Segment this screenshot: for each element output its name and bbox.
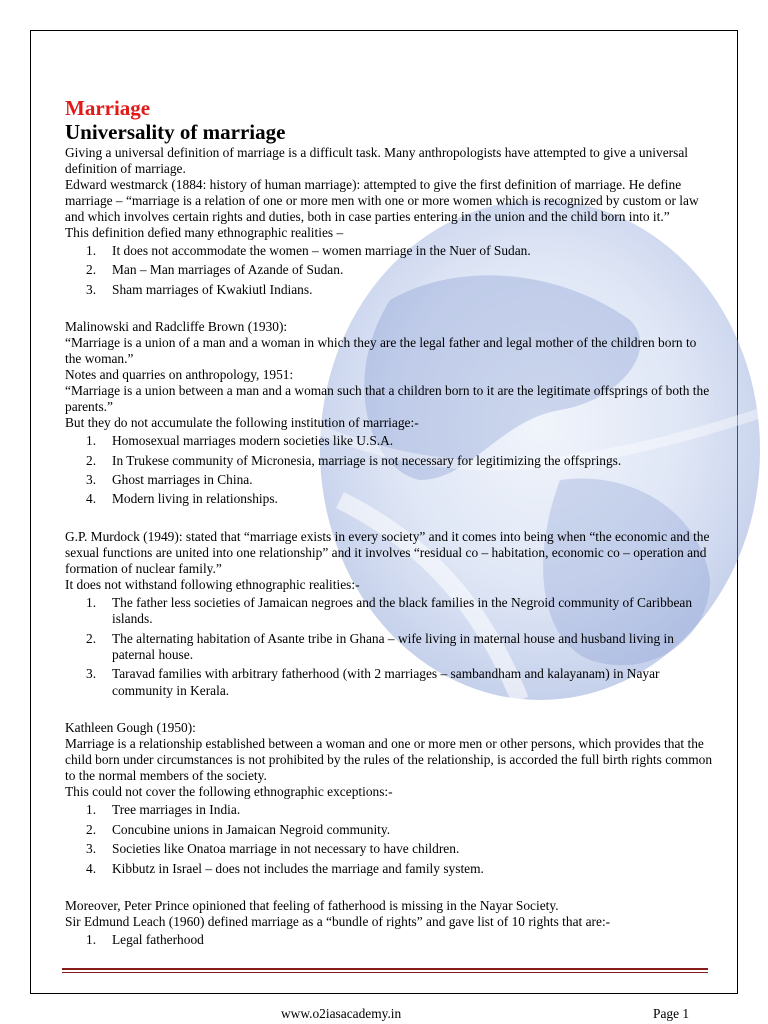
defied-line: This definition defied many ethnographic realities – xyxy=(65,225,344,240)
notes-heading: Notes and quarries on anthropology, 1951: xyxy=(65,367,294,383)
list-item: 3. Ghost marriages in China. xyxy=(86,472,253,488)
malinowski-definition: “Marriage is a union of a man and a woman in which they are the legal father and legal mother of the children born to the woman.” xyxy=(65,335,697,367)
gough-heading: Kathleen Gough (1950): xyxy=(65,720,196,736)
intro-paragraph: Giving a universal definition of marriage is a difficult task. Many anthropologists have attempted to give a universal definition of marriage. xyxy=(65,145,689,176)
gough-after: This could not cover the following ethnographic exceptions:- xyxy=(65,784,393,800)
list-item: 1. It does not accommodate the women – women marriage in the Nuer of Sudan. xyxy=(86,243,531,258)
numbered-list-1 xyxy=(65,243,713,298)
list-item: 4. Kibbutz in Israel – does not includes the marriage and family system. xyxy=(86,860,484,876)
list-item: 2. The alternating habitation of Asante tribe in Ghana – wife living in maternal house and husband living in paternal house. xyxy=(86,630,674,663)
numbered-list-2 xyxy=(65,433,713,508)
document-body xyxy=(65,96,713,951)
leach-paragraph: Sir Edmund Leach (1960) defined marriage as a “bundle of rights” and gave list of 10 rights that are:- xyxy=(65,913,611,929)
list-item: 4. Modern living in relationships. xyxy=(86,491,278,507)
notes-after: But they do not accumulate the following institution of marriage:- xyxy=(65,415,419,431)
list-item: 1. The father less societies of Jamaican negroes and the black families in the Negroid community of Caribbean islands. xyxy=(86,594,693,627)
numbered-list-5 xyxy=(65,932,713,948)
numbered-list-3 xyxy=(65,595,713,699)
numbered-list-4 xyxy=(65,802,713,877)
footer-website: www.o2iasacademy.in xyxy=(281,1006,402,1021)
footer-rule-top xyxy=(62,968,708,970)
list-item: 2. In Trukese community of Micronesia, marriage is not necessary for legitimizing the offsprings. xyxy=(86,452,622,468)
westmarck-paragraph: Edward westmarck (1884: history of human marriage): attempted to give the first definition of marriage. He define marriage – “marriage is a relation of one or more men with one or more women which is recognized by custom or law and which involves certain rights and duties, both in case parties entering in the union and the child born into it.” xyxy=(65,177,699,224)
list-item: 3. Taravad families with arbitrary fatherhood (with 2 marriages – sambandham and kalayanam) in Nayar community in Kerala. xyxy=(86,666,660,698)
prince-paragraph: Moreover, Peter Prince opinioned that feeling of fatherhood is missing in the Nayar Society. xyxy=(65,897,559,913)
murdock-after: It does not withstand following ethnographic realities:- xyxy=(65,576,360,592)
malinowski-heading: Malinowski and Radcliffe Brown (1930): xyxy=(65,319,288,335)
section-title: Universality of marriage xyxy=(65,120,286,144)
list-item: 3. Sham marriages of Kwakiutl Indians. xyxy=(86,281,313,297)
notes-definition: “Marriage is a union between a man and a woman such that a children born to it are the legitimate offsprings of both the parents.” xyxy=(65,383,710,415)
page-number: Page 1 xyxy=(653,1006,690,1021)
page-heading: Marriage xyxy=(65,96,151,120)
list-item: 2. Man – Man marriages of Azande of Sudan. xyxy=(86,262,344,278)
list-item: 2. Concubine unions in Jamaican Negroid community. xyxy=(86,821,391,837)
list-item: 1. Tree marriages in India. xyxy=(86,802,241,818)
list-item: 1. Homosexual marriages modern societies like U.S.A. xyxy=(86,433,394,449)
murdock-paragraph: G.P. Murdock (1949): stated that “marriage exists in every society” and it comes into being when “the economic and the sexual functions are united into one relationship” and it involves “residual co – habitation, economic co – operation and formation of nuclear family.” xyxy=(65,528,710,576)
list-item: 1. Legal fatherhood xyxy=(86,931,204,947)
footer-rule-bottom xyxy=(62,972,708,973)
list-item: 3. Societies like Onatoa marriage in not necessary to have children. xyxy=(86,841,460,857)
gough-definition: Marriage is a relationship established between a woman and one or more men or other persons, which provides that the child born under circumstances is not prohibited by the rules of the relationship, is accorded the full birth rights common to the normal members of the society. xyxy=(65,736,713,784)
